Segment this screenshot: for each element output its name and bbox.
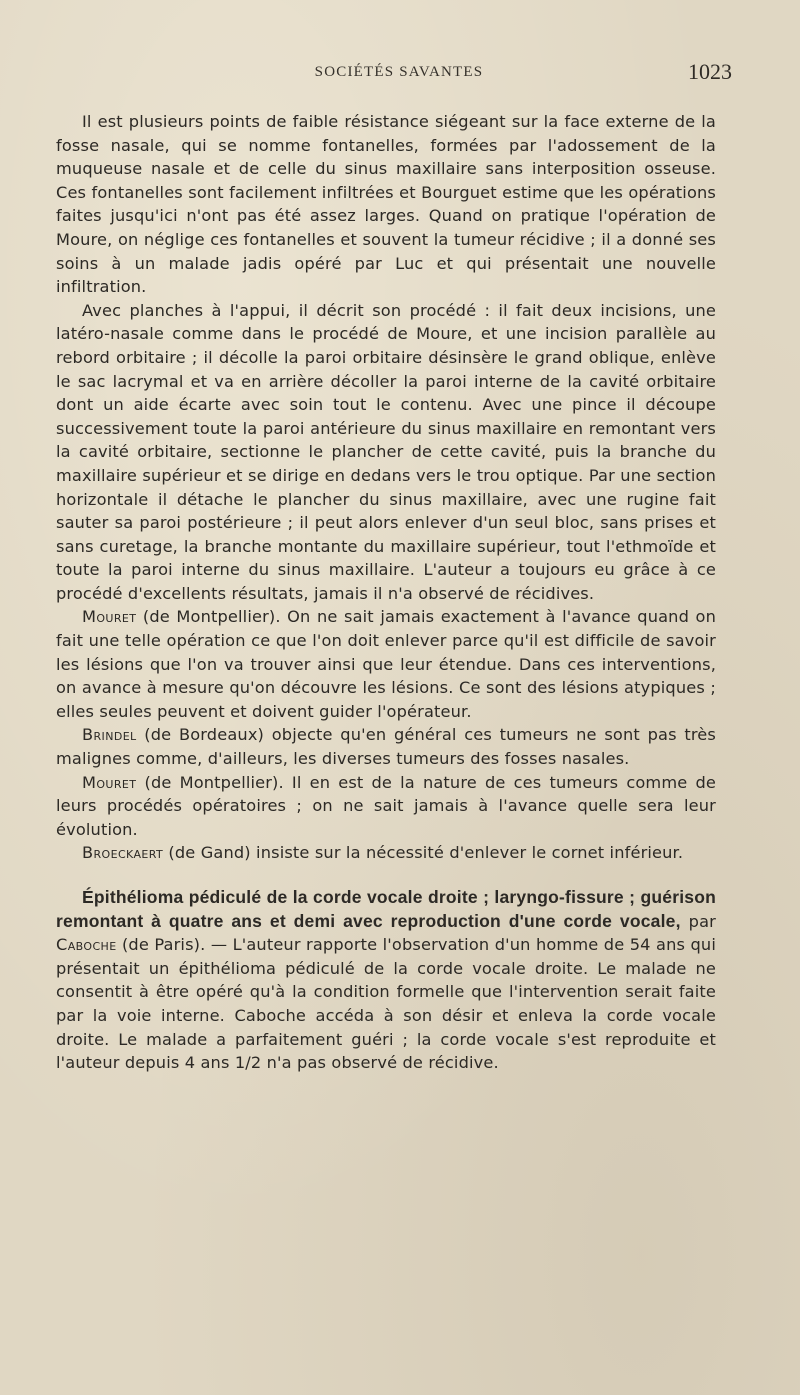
section-gap bbox=[56, 865, 716, 886]
paragraph-text: (de Montpellier). Il en est de la nature de ces tumeurs comme de leurs procédés opératoires ; on ne sait jamais à l'avance quelle sera leur évolution. bbox=[56, 772, 716, 839]
section-text: (de Paris). — L'auteur rapporte l'observation d'un homme de 54 ans qui présentait un épithélioma pédiculé de la corde vocale droite. Le malade ne consentit à être opéré qu'à la condition formelle que l'intervention serait faite par la voie interne. Caboche accéda à son désir et enleva la corde vocale droite. Le malade a parfaitement guéri ; la corde vocale s'est reproduite et l'auteur depuis 4 ans 1/2 n'a pas observé de récidive. bbox=[56, 935, 716, 1073]
body-text bbox=[56, 110, 716, 1075]
speaker-name: Mouret bbox=[82, 772, 137, 792]
section-title: Épithélioma pédiculé de la corde vocale droite ; laryngo-fissure ; guérison remontant à quatre ans et demi avec reproduction d'une corde vocale, bbox=[56, 887, 716, 931]
section-by: par bbox=[680, 911, 716, 931]
running-head bbox=[54, 59, 744, 90]
section-epithelioma bbox=[56, 886, 716, 1075]
paragraph-text: (de Bordeaux) objecte qu'en général ces tumeurs ne sont pas très malignes comme, d'ailleurs, les diverses tumeurs des fosses nasales. bbox=[56, 725, 716, 769]
paragraph-procedure: Avec planches à l'appui, il décrit son procédé : il fait deux incisions, une latéro-nasale comme dans le procédé de Moure, et une incision parallèle au rebord orbitaire ; il décolle la paroi orbitaire désinsère le grand oblique, enlève le sac lacrymal et va en arrière décoller la paroi interne de la cavité orbitaire dont un aide écarte avec soin tout le contenu. Avec une pince il découpe successivement toute la paroi antérieure du sinus maxillaire en remontant vers la cavité orbitaire, sectionne le plancher de cette cavité, puis la branche du maxillaire supérieur et se dirige en dedans vers le trou optique. Par une section horizontale il détache le plancher du sinus maxillaire, avec une rugine fait sauter sa paroi postérieure ; il peut alors enlever d'un seul bloc, sans prises et sans curetage, la branche montante du maxillaire supérieur, tout l'ethmoïde et toute la paroi interne du sinus maxillaire. L'auteur a toujours eu grâce à ce procédé d'excellents résultats, jamais il n'a observé de récidives. bbox=[56, 300, 716, 603]
page-number: 1023 bbox=[688, 59, 732, 84]
speaker-name: Brindel bbox=[82, 725, 137, 745]
running-title: SOCIÉTÉS SAVANTES bbox=[314, 64, 484, 80]
paragraph-brindel bbox=[56, 723, 716, 770]
speaker-name: Mouret bbox=[82, 607, 137, 627]
paragraph-fontanelles: Il est plusieurs points de faible résistance siégeant sur la face externe de la fosse nasale, qui se nomme fontanelles, formées par l'adossement de la muqueuse nasale et de celle du sinus maxillaire sans interposition osseuse. Ces fontanelles sont facilement infiltrées et Bourguet estime que les opérations faites jusqu'ici n'ont pas été assez larges. Quand on pratique l'opération de Moure, on néglige ces fontanelles et souvent la tumeur récidive ; il a donné ses soins à un malade jadis opéré par Luc et qui présentait une nouvelle infiltration. bbox=[56, 112, 716, 297]
paragraph-mouret-2 bbox=[56, 771, 716, 842]
paragraph-text: (de Gand) insiste sur la nécessité d'enlever le cornet inférieur. bbox=[163, 843, 684, 863]
section-author: Caboche bbox=[56, 935, 117, 955]
paragraph-broeckaert bbox=[56, 841, 716, 865]
paragraph-mouret-1 bbox=[56, 605, 716, 723]
paragraph-text: (de Montpellier). On ne sait jamais exactement à l'avance quand on fait une telle opération ce que l'on doit enlever parce qu'il est difficile de savoir les lésions que l'on va trouver ainsi que leur étendue. Dans ces interventions, on avance à mesure qu'on découvre les lésions. Ce sont des lésions atypiques ; elles seules peuvent et doivent guider l'opérateur. bbox=[56, 607, 716, 721]
speaker-name: Broeckaert bbox=[82, 843, 164, 863]
